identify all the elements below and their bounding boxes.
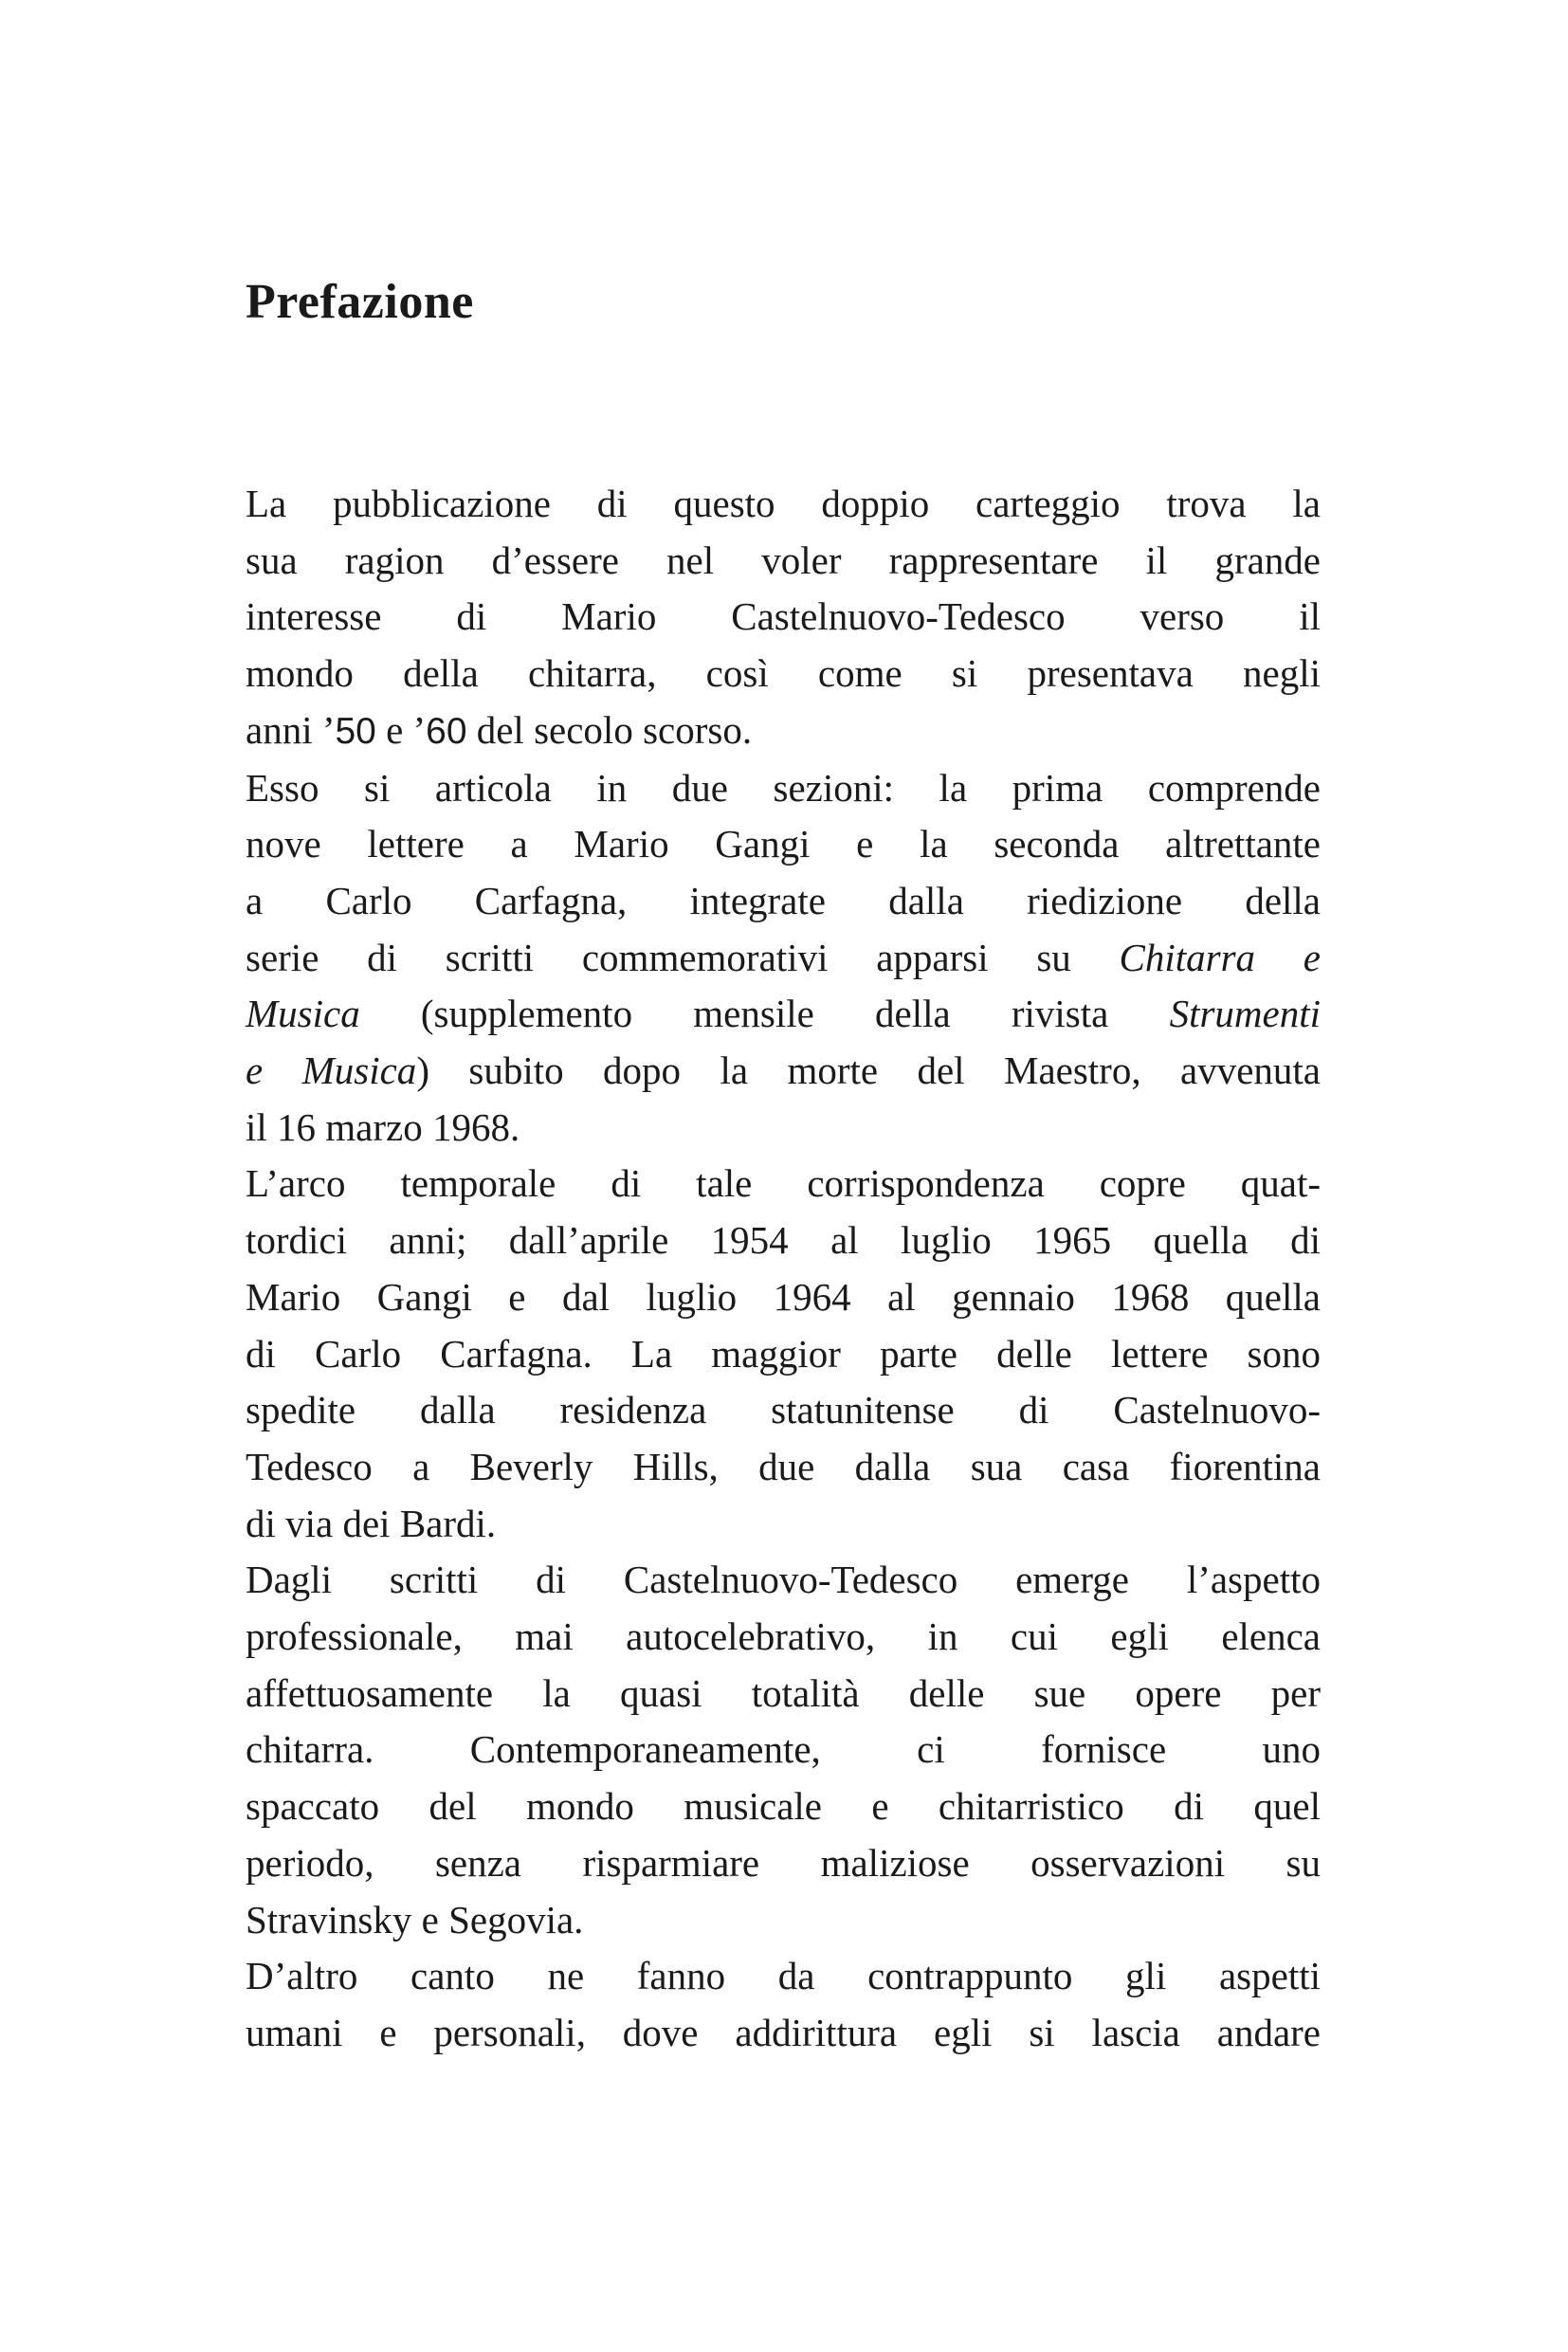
text-line: [246, 760, 1321, 817]
text-segment-sans: 60: [426, 710, 467, 752]
text-segment: Esso si articola in due sezioni: la prima comprende: [246, 765, 1321, 810]
text-segment: di Carlo Carfagna. La maggior parte delle lettere sono: [246, 1331, 1321, 1376]
paragraph-3: [246, 1156, 1321, 1552]
text-line: [246, 873, 1321, 930]
text-line: [246, 2005, 1321, 2062]
text-segment: ) subito dopo la morte del Maestro, avvenuta: [416, 1048, 1321, 1093]
text-segment-italic: Strumenti: [1169, 992, 1321, 1036]
text-segment: mondo della chitarra, così come si presentava negli: [246, 651, 1321, 696]
text-segment: tordici anni; dall’aprile 1954 al luglio 1965 quella di: [246, 1218, 1321, 1263]
text-segment-italic: e Musica: [246, 1048, 417, 1093]
text-segment: anni ’: [246, 707, 336, 752]
text-segment: il 16 marzo 1968.: [246, 1104, 520, 1149]
text-line: [246, 1948, 1321, 2005]
text-segment: chitarra. Contemporaneamente, ci fornisce uno: [246, 1727, 1321, 1772]
text-line: [246, 1609, 1321, 1666]
text-segment: La pubblicazione di questo doppio carteggio trova la: [246, 482, 1321, 525]
text-line: [246, 1212, 1321, 1269]
text-block: [246, 476, 1321, 2062]
paragraph-1: [246, 476, 1321, 760]
text-line: [246, 589, 1321, 646]
text-segment: L’arco temporale di tale corrispondenza copre quat-: [246, 1161, 1321, 1206]
page-title: Prefazione: [246, 274, 474, 329]
text-line: [246, 702, 1321, 760]
text-line: [246, 1722, 1321, 1778]
text-line: [246, 1382, 1321, 1439]
text-segment: spaccato del mondo musicale e chitarristico di quel: [246, 1784, 1321, 1829]
text-line: [246, 816, 1321, 873]
text-line: [246, 930, 1321, 987]
text-segment: Stravinsky e Segovia.: [246, 1897, 584, 1942]
text-line: [246, 1892, 1321, 1949]
text-line: [246, 1439, 1321, 1496]
text-line: [246, 1269, 1321, 1326]
text-line: [246, 1666, 1321, 1723]
text-segment: umani e personali, dove addirittura egli si lascia andare: [246, 2010, 1321, 2054]
text-segment: nove lettere a Mario Gangi e la seconda altrettante: [246, 822, 1321, 866]
paragraph-4: [246, 1552, 1321, 1948]
text-line: [246, 646, 1321, 702]
text-segment: affettuosamente la quasi totalità delle sue opere per: [246, 1670, 1321, 1715]
paragraph-5: [246, 1948, 1321, 2061]
text-segment: sua ragion d’essere nel voler rappresentare il grande: [246, 538, 1321, 582]
text-segment: professionale, mai autocelebrativo, in cui egli elenca: [246, 1614, 1321, 1659]
text-segment-italic: Musica: [246, 992, 360, 1036]
text-segment: spedite dalla residenza statunitense di Castelnuovo-: [246, 1388, 1321, 1432]
text-line: [246, 1100, 1321, 1157]
text-segment: (supplemento mensile della rivista: [359, 992, 1170, 1036]
text-line: [246, 986, 1321, 1043]
text-segment: serie di scritti commemorativi apparsi su: [246, 935, 1120, 979]
text-segment: Tedesco a Beverly Hills, due dalla sua casa fiorentina: [246, 1444, 1321, 1488]
text-segment-italic: Chitarra e: [1119, 935, 1321, 979]
text-segment: interesse di Mario Castelnuovo-Tedesco verso il: [246, 594, 1321, 639]
text-line: [246, 1326, 1321, 1383]
paragraph-2: [246, 760, 1321, 1157]
text-segment: a Carlo Carfagna, integrate dalla riedizione della: [246, 878, 1321, 922]
text-line: [246, 476, 1321, 533]
text-line: [246, 1496, 1321, 1553]
text-segment: Mario Gangi e dal luglio 1964 al gennaio 1968 quella: [246, 1274, 1321, 1319]
text-line: [246, 1156, 1321, 1212]
text-line: [246, 1778, 1321, 1835]
text-segment: Dagli scritti di Castelnuovo-Tedesco emerge l’aspetto: [246, 1558, 1321, 1602]
text-line: [246, 533, 1321, 590]
text-line: [246, 1835, 1321, 1892]
text-line: [246, 1043, 1321, 1100]
text-segment: periodo, senza risparmiare maliziose osservazioni su: [246, 1840, 1321, 1885]
text-segment: di via dei Bardi.: [246, 1501, 497, 1545]
text-segment: del secolo scorso.: [466, 707, 753, 752]
text-segment: e ’: [375, 707, 427, 752]
text-segment: D’altro canto ne fanno da contrappunto gli aspetti: [246, 1954, 1321, 1998]
text-line: [246, 1552, 1321, 1609]
text-segment-sans: 50: [335, 710, 376, 752]
